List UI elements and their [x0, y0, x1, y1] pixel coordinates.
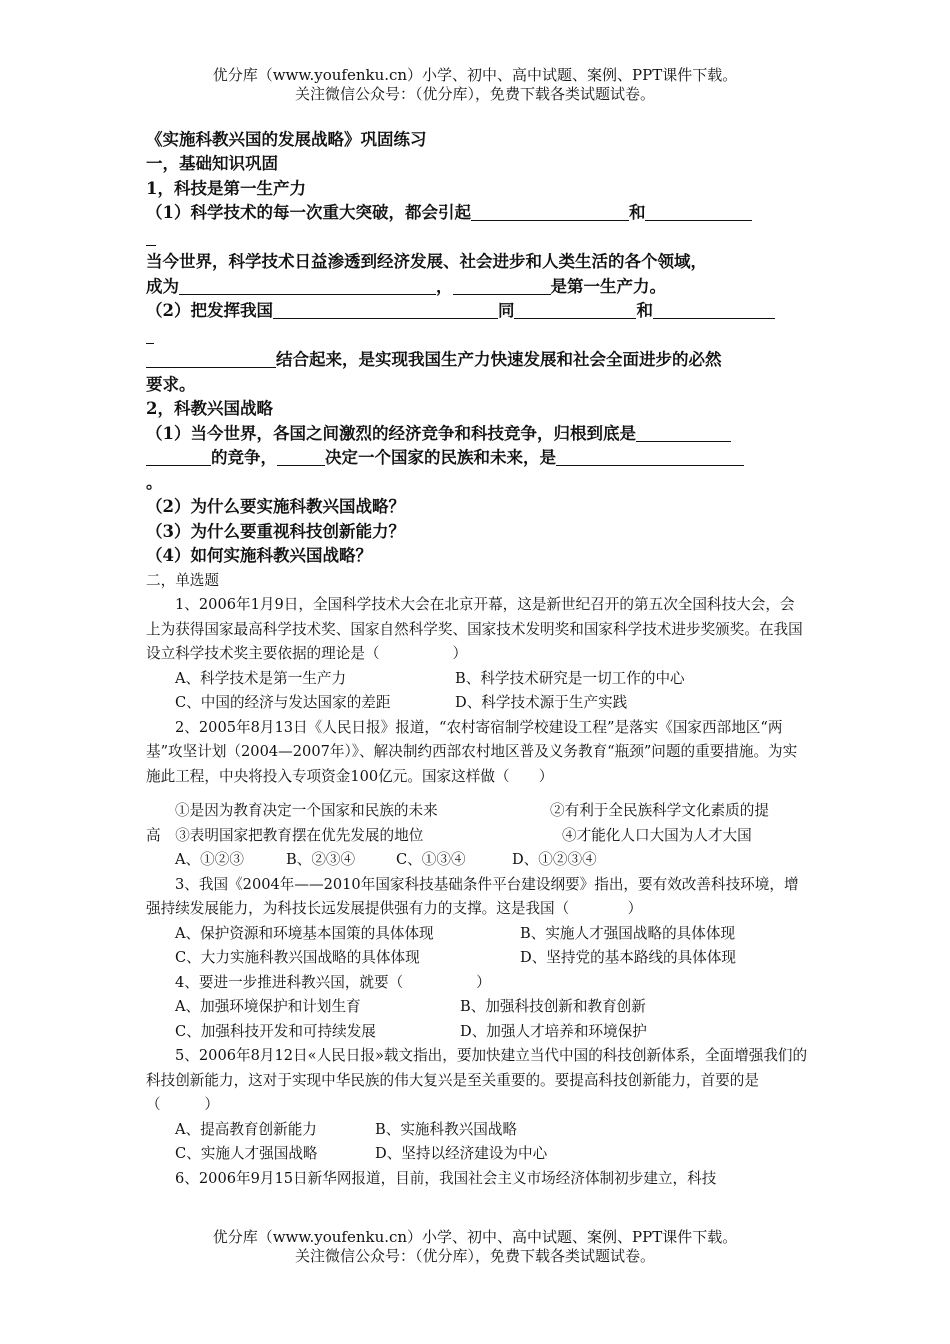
- question-text: （1）科学技术的每一次重大突破，都会引起: [146, 203, 471, 222]
- answer-blank[interactable]: [146, 227, 156, 246]
- option-a[interactable]: A、加强环境保护和计划生育: [175, 998, 361, 1015]
- option-a[interactable]: A、保护资源和环境基本国策的具体体现: [175, 924, 434, 942]
- question-text: 的竞争，: [211, 448, 277, 467]
- statement-row-2: [146, 824, 808, 849]
- option-c[interactable]: C、加强科技开发和可持续发展: [175, 1022, 376, 1040]
- option-a[interactable]: A、科学技术是第一生产力: [175, 669, 347, 687]
- answer-blank[interactable]: [277, 447, 325, 466]
- fill-question-1: [146, 201, 808, 226]
- option-b[interactable]: B、加强科技创新和教育创新: [460, 998, 646, 1015]
- subheading-productivity: 1，科技是第一生产力: [146, 178, 306, 198]
- question-text: （1）当今世界，各国之间激烈的经济竞争和科技竞争，归根到底是: [146, 423, 636, 443]
- option-c[interactable]: C、大力实施科教兴国战略的具体体现: [175, 949, 420, 966]
- fill-question-3: [146, 422, 808, 447]
- option-d[interactable]: D、①②③④: [512, 851, 597, 868]
- choice-question-3: 3、我国《2004年——2010年国家科技基础条件平台建设纲要》指出，要有效改善科技环境，增强持续发展能力，为科技长远发展提供强有力的支撑。这是我国（ ）: [146, 875, 799, 917]
- answer-blank[interactable]: [653, 300, 775, 319]
- answer-blank[interactable]: [645, 202, 752, 221]
- answer-blank[interactable]: [471, 202, 629, 221]
- short-question-1: （2）为什么要实施科教兴国战略？: [146, 497, 405, 516]
- question-text: 同: [497, 301, 515, 320]
- question-text: ，: [436, 276, 453, 296]
- fill-question-2-end: 要求。: [146, 374, 196, 394]
- short-question-2: （3）为什么要重视科技创新能力？: [146, 521, 405, 541]
- answer-blank[interactable]: [514, 300, 636, 319]
- choice-options-1b: [146, 691, 808, 716]
- fill-question-1-wrap: [146, 226, 808, 251]
- fill-question-3-end: 。: [146, 472, 163, 492]
- option-a[interactable]: A、①②③: [175, 851, 244, 868]
- question-text: 成为: [146, 276, 179, 296]
- option-d[interactable]: D、坚持以经济建设为中心: [375, 1145, 548, 1162]
- page-footer: [0, 1228, 950, 1266]
- answer-blank[interactable]: [453, 276, 551, 295]
- short-question-3: （4）如何实施科教兴国战略？: [146, 546, 372, 565]
- fill-question-3-cont: [146, 446, 808, 471]
- choice-options-2: [146, 848, 808, 873]
- choice-options-3b: [146, 946, 808, 971]
- option-b[interactable]: B、实施人才强国战略的具体体现: [520, 924, 736, 942]
- question-text: 决定一个国家的民族和未来，是: [325, 448, 556, 467]
- document-body: [146, 128, 808, 1191]
- statement-row-1: [146, 789, 808, 824]
- option-d[interactable]: D、科学技术源于生产实践: [455, 694, 628, 711]
- choice-options-5: [146, 1118, 808, 1143]
- answer-blank[interactable]: [146, 349, 276, 368]
- header-line-1: 优分库（www.youfenku.cn）小学、初中、高中试题、案例、PPT课件下载。: [212, 66, 738, 84]
- answer-blank[interactable]: [146, 325, 154, 344]
- statement-4: ④才能化人口大国为人才大国: [562, 826, 752, 844]
- option-c[interactable]: C、实施人才强国战略: [175, 1145, 318, 1162]
- fill-question-2: [146, 299, 808, 324]
- choice-question-1: 1、2006年1月9日，全国科学技术大会在北京开幕，这是新世纪召开的第五次全国科技大会，会上为获得国家最高科学技术奖、国家自然科学奖、国家技术发明奖和国家科学技术进步奖颁奖。在我国设立科学技术奖主要依据的理论是（ ）: [146, 596, 803, 662]
- answer-blank[interactable]: [146, 447, 211, 466]
- answer-blank[interactable]: [636, 423, 731, 442]
- question-text: 是第一生产力。: [550, 276, 666, 296]
- statement-1: ①是因为教育决定一个国家和民族的未来: [175, 802, 438, 819]
- option-b[interactable]: B、实施科教兴国战略: [375, 1120, 518, 1138]
- choice-options-3: [146, 922, 808, 947]
- section-heading-choice: 二，单选题: [146, 571, 219, 589]
- question-text: 结合起来，是实现我国生产力快速发展和社会全面进步的必然: [276, 350, 722, 369]
- answer-blank[interactable]: [273, 300, 498, 319]
- page-header: [0, 66, 950, 104]
- question-text: 和: [628, 203, 646, 222]
- question-text: （2）把发挥我国: [146, 301, 273, 320]
- choice-options-1: [146, 667, 808, 692]
- option-c[interactable]: C、中国的经济与发达国家的差距: [175, 694, 391, 711]
- statement-2: ②有利于全民族科学文化素质的提: [550, 802, 769, 819]
- option-b[interactable]: B、科学技术研究是一切工作的中心: [455, 669, 685, 687]
- header-line-2: 关注微信公众号：（优分库），免费下载各类试题试卷。: [294, 85, 655, 103]
- choice-options-4: [146, 995, 808, 1020]
- document-title: 《实施科教兴国的发展战略》巩固练习: [146, 130, 427, 149]
- section-heading-basic: 一，基础知识巩固: [146, 154, 278, 173]
- answer-blank[interactable]: [556, 447, 744, 466]
- option-a[interactable]: A、提高教育创新能力: [175, 1120, 317, 1138]
- fill-question-1-text: 当今世界，科学技术日益渗透到经济发展、社会进步和人类生活的各个领域，: [146, 252, 707, 271]
- choice-question-4: 4、要进一步推进科教兴国，就要（ ）: [175, 973, 491, 991]
- fill-question-2-wrap: [146, 324, 808, 349]
- option-d[interactable]: D、加强人才培养和环境保护: [460, 1022, 647, 1040]
- option-d[interactable]: D、坚持党的基本路线的具体体现: [520, 949, 737, 966]
- option-b[interactable]: B、②③④: [286, 851, 356, 868]
- choice-question-6: 6、2006年9月15日新华网报道，目前，我国社会主义市场经济体制初步建立，科技: [175, 1169, 717, 1187]
- question-text: 和: [636, 301, 653, 320]
- fill-question-2-cont: [146, 348, 808, 373]
- option-c[interactable]: C、①③④: [396, 851, 466, 868]
- answer-blank[interactable]: [179, 276, 436, 295]
- choice-options-4b: [146, 1020, 808, 1045]
- footer-line-1: 优分库（www.youfenku.cn）小学、初中、高中试题、案例、PPT课件下载。: [212, 1228, 738, 1246]
- fill-question-1-cont: [146, 275, 808, 300]
- footer-line-2: 关注微信公众号：（优分库），免费下载各类试题试卷。: [294, 1247, 655, 1265]
- choice-question-2: 2、2005年8月13日《人民日报》报道，“农村寄宿制学校建设工程”是落实《国家西部地区“两基”攻坚计划（2004—2007年）》、解决制约西部农村地区普及义务教育“瓶颈”问题的重要措施。为实施此工程，中央将投入专项资金100亿元。国家这样做（ ）: [146, 718, 798, 785]
- subheading-strategy: 2，科教兴国战略: [146, 399, 273, 418]
- choice-options-5b: [146, 1142, 808, 1167]
- choice-question-5: 5、2006年8月12日«人民日报»载文指出，要加快建立当代中国的科技创新体系，全面增强我们的科技创新能力，这对于实现中华民族的伟大复兴是至关重要的。要提高科技创新能力，首要的是（ ）: [146, 1047, 808, 1113]
- statement-3: 高 ③表明国家把教育摆在优先发展的地位: [146, 826, 424, 844]
